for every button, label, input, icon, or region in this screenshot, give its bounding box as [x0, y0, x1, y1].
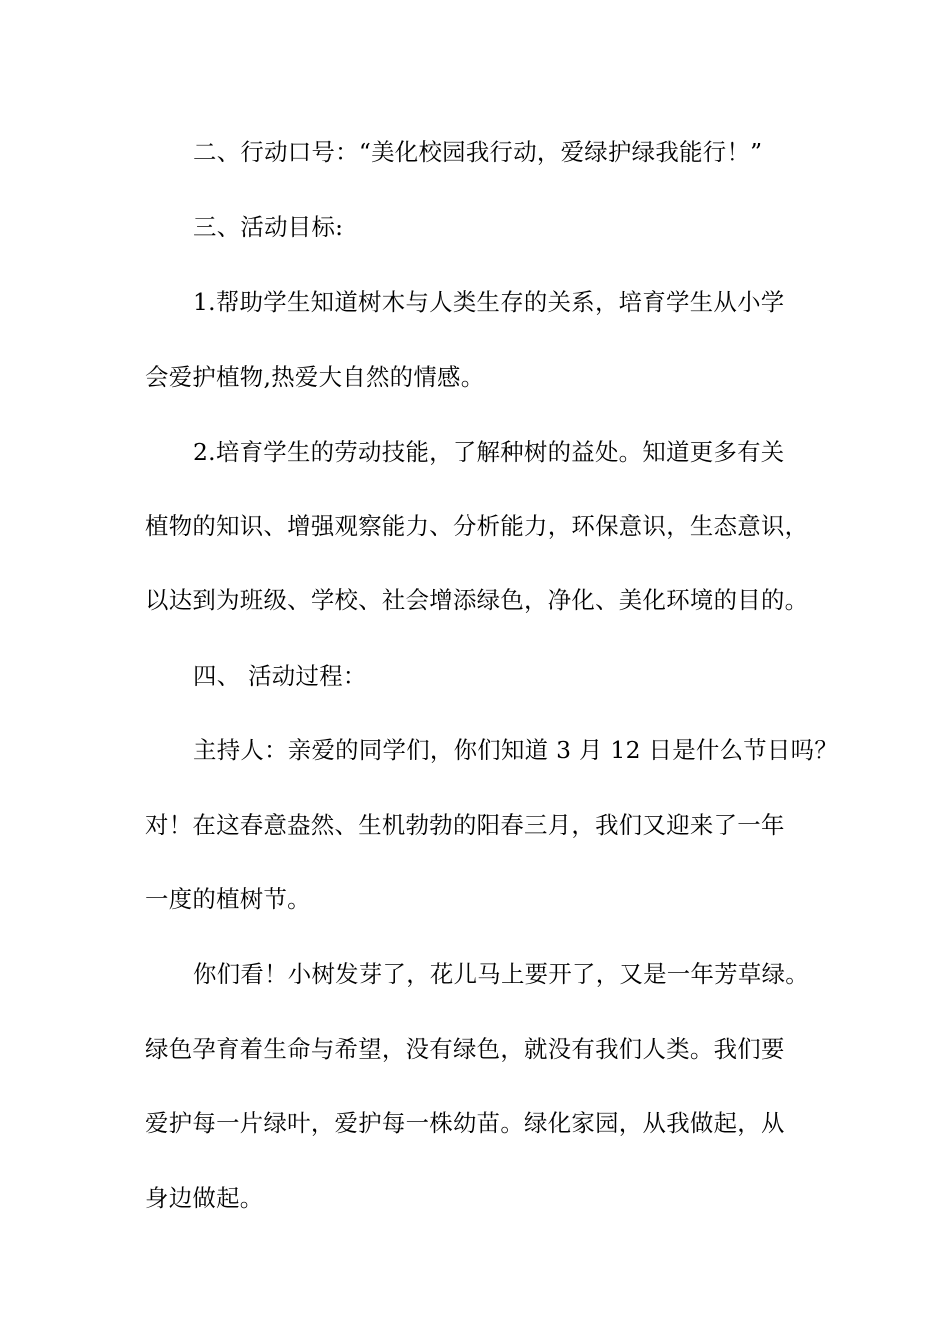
paragraph-line: 绿色孕育着生命与希望，没有绿色，就没有我们人类。我们要 [145, 1035, 785, 1063]
paragraph-line: 植物的知识、增强观察能力、分析能力，环保意识，生态意识， [145, 512, 809, 540]
paragraph-line: 以达到为班级、学校、社会增添绿色，净化、美化环境的目的。 [145, 586, 809, 614]
paragraph-line: 主持人：亲爱的同学们，你们知道 3 月 12 日是什么节日吗？ [193, 736, 839, 764]
paragraph-line: 1.帮助学生知道树木与人类生存的关系，培育学生从小学 [193, 288, 785, 316]
heading-slogan: 二、行动口号：“美化校园我行动，爱绿护绿我能行！” [193, 138, 763, 166]
heading-process: 四、 活动过程： [193, 662, 367, 690]
paragraph-line: 会爱护植物,热爱大自然的情感。 [145, 363, 485, 391]
paragraph-line: 爱护每一片绿叶，爱护每一株幼苗。绿化家园，从我做起，从 [145, 1109, 785, 1137]
paragraph-line: 你们看！小树发芽了，花儿马上要开了，又是一年芳草绿。 [193, 960, 809, 988]
paragraph-line: 2.培育学生的劳动技能，了解种树的益处。知道更多有关 [193, 438, 785, 466]
paragraph-line: 一度的植树节。 [145, 885, 311, 913]
paragraph-line: 对！在这春意盎然、生机勃勃的阳春三月，我们又迎来了一年 [145, 811, 785, 839]
heading-goals: 三、活动目标: [193, 213, 344, 241]
paragraph-line: 身边做起。 [145, 1184, 264, 1212]
